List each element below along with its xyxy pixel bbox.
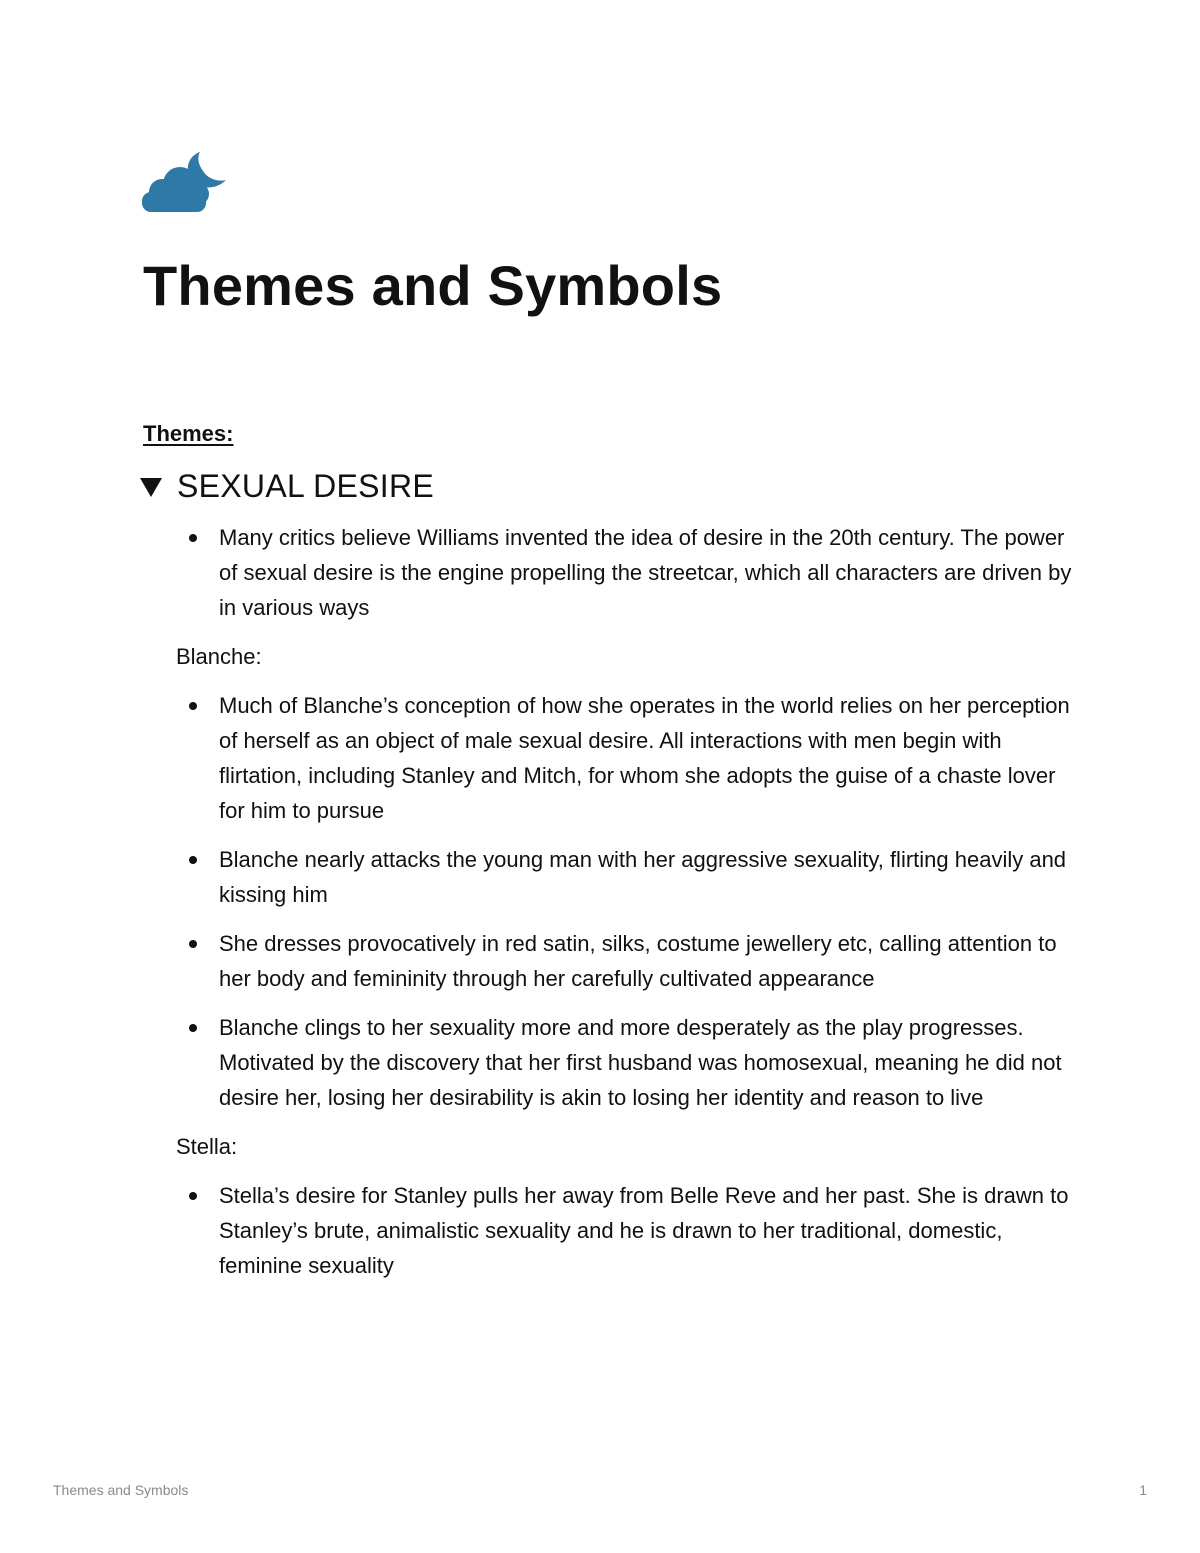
blanche-heading: Blanche: — [176, 644, 262, 669]
themes-label: Themes: — [143, 421, 234, 446]
list-item: She dresses provocatively in red satin, silks, costume jewellery etc, calling attention to her body and femininity through her carefully cultivated appearance — [176, 926, 1076, 996]
bullet-icon — [189, 702, 197, 710]
bullet-icon — [189, 856, 197, 864]
list-item: Many critics believe Williams invented the idea of desire in the 20th century. The power of sexual desire is the engine propelling the streetcar, which all characters are driven by in various ways — [176, 520, 1076, 625]
list-item: Much of Blanche’s conception of how she operates in the world relies on her perception of herself as an object of male sexual desire. All interactions with men begin with flirtation, including Stanley and Mitch, for whom she adopts the guise of a chaste lover for him to pursue — [176, 688, 1076, 828]
toggle-title: SEXUAL DESIRE — [177, 468, 435, 504]
page-title: Themes and Symbols — [143, 254, 723, 317]
sexual-desire-toggle[interactable] — [140, 466, 434, 506]
triangle-down-icon[interactable] — [140, 478, 162, 497]
page-number: 1 — [1139, 1482, 1147, 1498]
stella-heading: Stella: — [176, 1134, 238, 1159]
bullet-icon — [189, 1192, 197, 1200]
list-item: Stella’s desire for Stanley pulls her away from Belle Reve and her past. She is drawn to Stanley’s brute, animalistic sexuality and he is drawn to her traditional, domestic, feminine sexuality — [176, 1178, 1076, 1283]
footer-title: Themes and Symbols — [53, 1482, 189, 1498]
bullet-icon — [189, 1024, 197, 1032]
blanche-list — [176, 688, 1076, 1115]
bullet-icon — [189, 534, 197, 542]
toggle-content — [176, 520, 1076, 1297]
stella-list — [176, 1178, 1076, 1283]
cloud-moon-icon — [140, 148, 232, 218]
list-item: Blanche clings to her sexuality more and more desperately as the play progresses. Motivated by the discovery that her first husband was homosexual, meaning he did not desire her, losing her desirability is akin to losing her identity and reason to live — [176, 1010, 1076, 1115]
bullet-icon — [189, 940, 197, 948]
intro-list — [176, 520, 1076, 625]
list-item: Blanche nearly attacks the young man with her aggressive sexuality, flirting heavily and kissing him — [176, 842, 1076, 912]
